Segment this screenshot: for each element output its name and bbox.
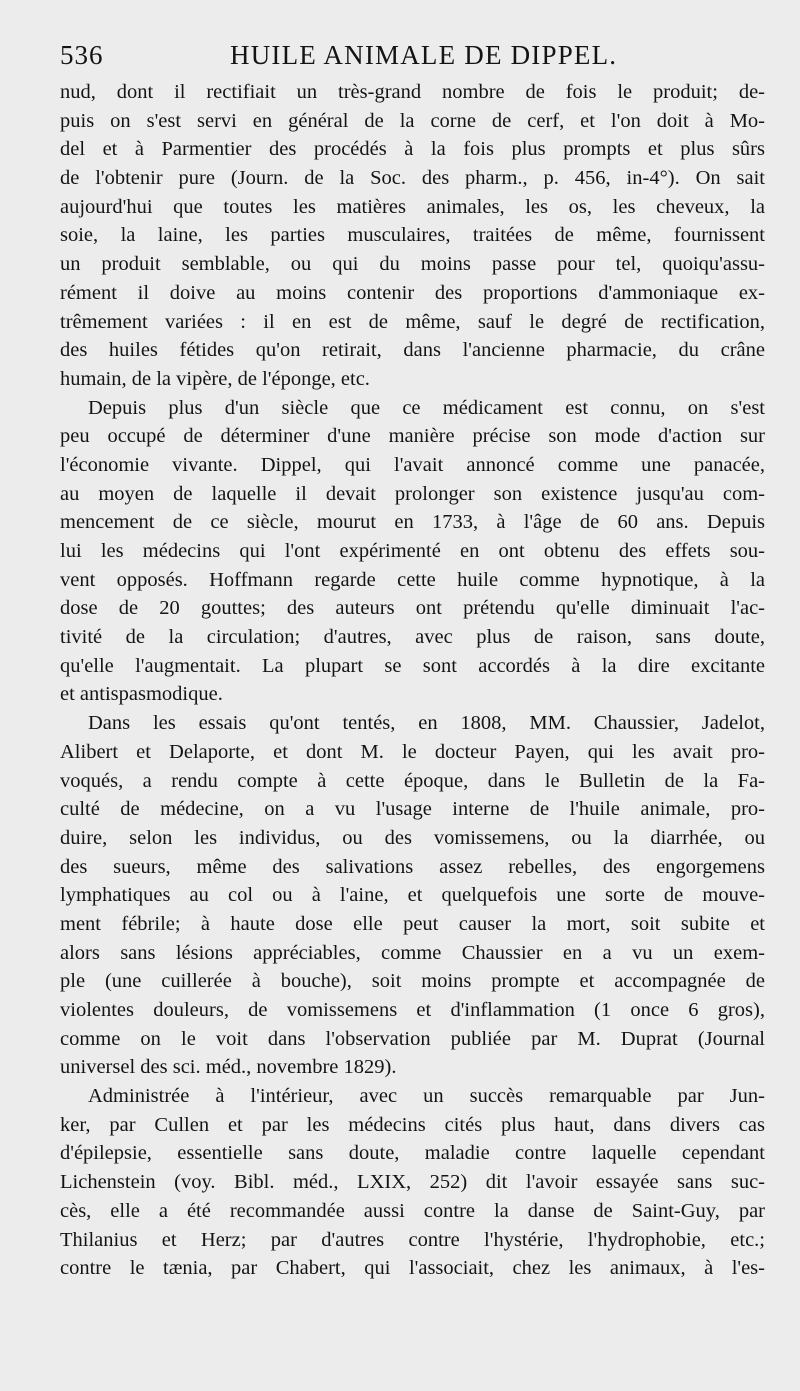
text-line: au moyen de laquelle il devait prolonger son existence jusqu'au com-: [60, 482, 765, 505]
text-line: des huiles fétides qu'on retirait, dans l'ancienne pharmacie, du crâne: [60, 339, 765, 362]
body-text: [60, 78, 765, 1283]
paragraph: [60, 1082, 765, 1283]
text-line: aujourd'hui que toutes les matières animales, les os, les cheveux, la: [60, 195, 765, 218]
text-line: Lichenstein (voy. Bibl. méd., LXIX, 252) dit l'avoir essayée sans suc-: [60, 1171, 765, 1194]
text-line: cès, elle a été recommandée aussi contre la danse de Saint-Guy, par: [60, 1199, 765, 1222]
text-line: Dans les essais qu'ont tentés, en 1808, MM. Chaussier, Jadelot,: [88, 712, 765, 735]
text-line: Alibert et Delaporte, et dont M. le docteur Payen, qui les avait pro-: [60, 740, 765, 763]
text-line: contre le tænia, par Chabert, qui l'associait, chez les animaux, à l'es-: [60, 1257, 765, 1280]
text-line: Administrée à l'intérieur, avec un succès remarquable par Jun-: [88, 1085, 765, 1108]
text-line: del et à Parmentier des procédés à la fois plus prompts et plus sûrs: [60, 138, 765, 161]
page-header: [60, 40, 765, 78]
text-line: duire, selon les individus, ou des vomissemens, ou la diarrhée, ou: [60, 826, 765, 849]
text-line: Thilanius et Herz; par d'autres contre l'hystérie, l'hydrophobie, etc.;: [60, 1228, 765, 1251]
text-line: d'épilepsie, essentielle sans doute, maladie contre laquelle cependant: [60, 1142, 765, 1165]
text-line: ple (une cuillerée à bouche), soit moins prompte et accompagnée de: [60, 970, 765, 993]
text-line: l'économie vivante. Dippel, qui l'avait annoncé comme une panacée,: [60, 453, 765, 476]
paragraph: [60, 709, 765, 1082]
text-line: violentes douleurs, de vomissemens et d'inflammation (1 once 6 gros),: [60, 999, 765, 1021]
text-line: alors sans lésions appréciables, comme Chaussier en a vu un exem-: [60, 941, 765, 964]
text-line: ker, par Cullen et par les médecins cités plus haut, dans divers cas: [60, 1113, 765, 1136]
text-line: rément il doive au moins contenir des proportions d'ammoniaque ex-: [60, 281, 765, 304]
paragraph: [60, 78, 765, 394]
text-line: tivité de la circulation; d'autres, avec plus de raison, sans doute,: [60, 626, 765, 649]
running-title: HUILE ANIMALE DE DIPPEL.: [230, 40, 618, 70]
text-line: ment fébrile; à haute dose elle peut causer la mort, soit subite et: [60, 912, 765, 935]
text-line: un produit semblable, ou qui du moins passe pour tel, quoiqu'assu-: [60, 253, 765, 276]
text-line: culté de médecine, on a vu l'usage interne de l'huile animale, pro-: [60, 798, 765, 821]
text-line: des sueurs, même des salivations assez rebelles, des engorgemens: [60, 855, 765, 878]
text-line: et antispasmodique.: [60, 683, 223, 706]
text-line: soie, la laine, les parties musculaires, traitées de même, fournissent: [60, 224, 765, 247]
text-line: puis on s'est servi en général de la corne de cerf, et l'on doit à Mo-: [60, 109, 765, 132]
page-number: 536: [60, 40, 104, 70]
text-line: peu occupé de déterminer d'une manière précise son mode d'action sur: [60, 425, 765, 448]
text-line: humain, de la vipère, de l'éponge, etc.: [60, 367, 370, 390]
text-line: qu'elle l'augmentait. La plupart se sont accordés à la dire excitante: [60, 654, 765, 677]
text-line: trêmement variées : il en est de même, sauf le degré de rectification,: [60, 310, 765, 333]
text-line: lymphatiques au col ou à l'aine, et quelquefois une sorte de mouve-: [60, 884, 765, 907]
text-line: lui les médecins qui l'ont expérimenté en ont obtenu des effets sou-: [60, 540, 765, 562]
paragraph: [60, 394, 765, 710]
text-line: dose de 20 gouttes; des auteurs ont prétendu qu'elle diminuait l'ac-: [60, 597, 765, 620]
text-line: mencement de ce siècle, mourut en 1733, à l'âge de 60 ans. Depuis: [60, 511, 765, 534]
text-line: comme on le voit dans l'observation publiée par M. Duprat (Journal: [60, 1027, 765, 1050]
text-line: voqués, a rendu compte à cette époque, dans le Bulletin de la Fa-: [60, 769, 765, 792]
text-line: de l'obtenir pure (Journ. de la Soc. des pharm., p. 456, in-4°). On sait: [60, 167, 765, 190]
text-line: Depuis plus d'un siècle que ce médicament est connu, on s'est: [88, 396, 765, 419]
text-line: nud, dont il rectifiait un très-grand nombre de fois le produit; de-: [60, 81, 765, 103]
text-line: universel des sci. méd., novembre 1829).: [60, 1056, 397, 1079]
text-line: vent opposés. Hoffmann regarde cette huile comme hypnotique, à la: [60, 568, 765, 591]
